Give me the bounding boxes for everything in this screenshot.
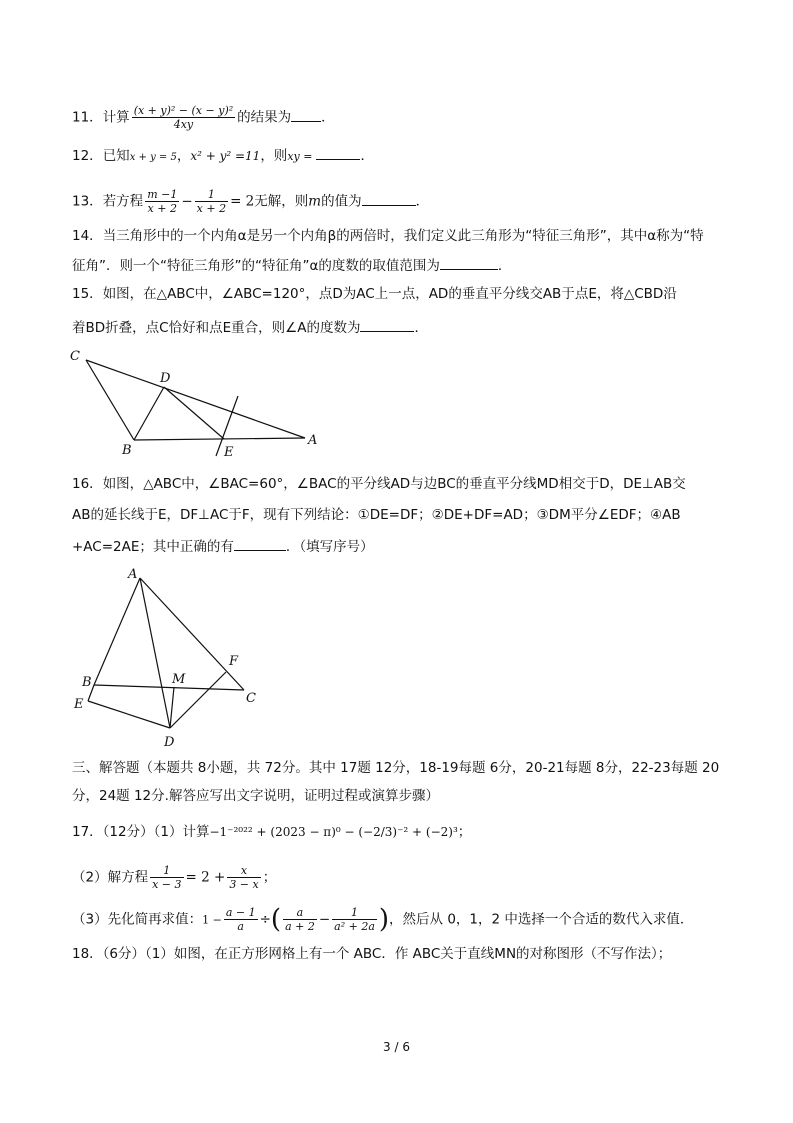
q14-text-line1: 当三角形中的一个内角α是另一个内角β的两倍时，我们定义此三角形为“特征三角形”，其中α称为“特 [102, 228, 704, 244]
q15-end: ． [414, 320, 428, 336]
section-3-header-line1 [72, 758, 719, 778]
q11-frac-num: (x + y)² − (x − y)² [133, 104, 234, 117]
q17-part2-prefix: （2）解方程 [72, 869, 149, 886]
label-c: C [246, 691, 256, 706]
q13-eq: = 2 [230, 193, 255, 210]
q13-frac2 [195, 188, 228, 215]
label-m: M [172, 672, 186, 687]
question-12 [72, 146, 374, 168]
q12-eq2: x² + y² =11 [190, 149, 261, 163]
q17-heading: 17．（12分）（1）计算 [72, 824, 210, 840]
segment-de [164, 387, 224, 439]
q11-suffix: 的结果为 [237, 109, 292, 126]
q14-answer-blank [440, 257, 498, 270]
q13-answer-blank [362, 193, 416, 206]
question-16-line1 [72, 474, 686, 494]
q13-prefix: 若方程 [102, 193, 144, 210]
segment-ad [140, 578, 170, 728]
segment-ba [134, 438, 305, 440]
q16-figure [66, 562, 276, 752]
label-d: D [164, 735, 175, 750]
q17-p3-right-paren: ) [378, 904, 390, 935]
q16-text-line1a: 如图， [102, 476, 144, 492]
q12-eq1: x + y = 5 [129, 152, 177, 163]
question-15-line1 [72, 284, 677, 304]
q16-text-line3a: +AC=2AE；其中正确的有 [72, 539, 234, 555]
segment-cb [86, 360, 134, 440]
q15-answer-blank [360, 319, 414, 332]
q11-fraction [132, 104, 235, 131]
label-b: B [122, 443, 132, 458]
question-18 [72, 944, 671, 964]
q14-text-line2: 征角”．则一个“特征三角形”的“特征角”α的度数的取值范围为 [72, 258, 440, 274]
q17-p3-f2-den: a + 2 [285, 920, 315, 933]
q11-frac-den: 4xy [173, 118, 194, 131]
q14-number: 14． [72, 228, 103, 244]
section-3-text-line1: 三、解答题（本题共 8小题，共 72分。其中 17题 12分，18-19每题 6分，20-21每题 8分，22-23每题 20 [72, 760, 720, 776]
q17-p3-divide: ÷ [259, 911, 271, 928]
q17-part3-prefix: （3）先化简再求值： [72, 911, 203, 928]
q12-end: ． [360, 148, 374, 164]
q13-suffix: 无解，则 [254, 193, 309, 210]
q12-answer-blank [316, 147, 360, 160]
q17-p3-f2-num: a [283, 906, 317, 920]
q17-p2-f1-num: 1 [150, 864, 183, 878]
q17-p2-frac1 [150, 864, 183, 891]
q17-p3-frac1 [224, 906, 258, 933]
section-3-header-line2 [72, 786, 439, 806]
q17-p2-eq: = 2 + [185, 869, 226, 886]
label-a: A [128, 567, 138, 582]
q17-p3-frac3 [332, 906, 377, 933]
question-17-part1 [72, 822, 471, 842]
label-a: A [308, 433, 318, 448]
question-16-line3 [72, 537, 374, 557]
q13-f2-num: 1 [195, 188, 228, 202]
q17-p2-end: ； [262, 869, 277, 886]
segment-bd [134, 387, 164, 440]
q17-p3-f3-num: 1 [332, 906, 377, 920]
segment-bc [94, 685, 244, 690]
segment-ac [140, 578, 244, 690]
q13-f1-num: m −1 [147, 188, 178, 201]
q12-sep: ， [176, 148, 191, 164]
q17-p3-left-paren: ( [270, 904, 282, 935]
q17-p3-minus: − [318, 911, 331, 928]
q15-figure [60, 340, 330, 465]
q16-text-line2: AB的延长线于E，DF⊥AC于F，现有下列结论：①DE=DF；②DE+DF=AD；③DM平分∠EDF；④AB [72, 507, 681, 523]
label-f: F [229, 654, 239, 669]
segment-dm [170, 687, 174, 728]
q13-f2-den: x + 2 [196, 202, 227, 215]
q13-f1-den: x + 2 [147, 202, 177, 215]
label-e: E [224, 445, 234, 460]
q16-text-line1b: △ABC中，∠BAC=60°，∠BAC的平分线AD与边BC的垂直平分线MD相交于D，DE⊥AB交 [143, 476, 686, 492]
q16-text-line3b: ．（填写序号） [285, 539, 374, 555]
section-3-text-line2: 分，24题 12分.解答应写出文字说明，证明过程或演算步骤） [72, 788, 439, 804]
question-13 [72, 188, 429, 215]
q16-number: 16． [72, 476, 103, 492]
q12-prefix: 已知 [102, 148, 130, 164]
q15-text-line1: 如图，在△ABC中，∠ABC=120°，点D为AC上一点，AD的垂直平分线交AB于点E，将△CBD沿 [102, 286, 677, 302]
q17-p3-frac2 [283, 906, 317, 933]
q17-semicolon: ； [457, 824, 472, 840]
q14-end: ． [497, 258, 512, 274]
q11-answer-blank [291, 109, 321, 122]
q17-p2-f1-den: x − 3 [152, 878, 182, 891]
question-15-line2 [72, 318, 428, 338]
label-e: E [74, 697, 84, 712]
q15-text-line2: 着BD折叠，点C恰好和点E重合，则∠A的度数为 [72, 320, 361, 336]
q13-frac1 [145, 188, 179, 215]
q17-p3-f3-den: a² + 2a [334, 920, 375, 933]
q15-number: 15． [72, 286, 103, 302]
page-number: 3 / 6 [383, 1040, 410, 1054]
q12-number: 12． [72, 148, 103, 164]
q16-answer-blank [234, 538, 286, 551]
q17-p3-f1-num: a − 1 [225, 906, 256, 919]
q17-p2-f2-den: 3 − x [229, 878, 259, 891]
question-17-part3 [72, 906, 693, 933]
q17-expression: −1⁻²⁰²² + (2023 − π)⁰ − (−2/3)⁻² + (−2)³ [209, 825, 458, 839]
q12-eq3: xy = [287, 150, 313, 163]
q17-p2-f2-num: x [227, 864, 260, 878]
q13-end: ． [415, 193, 430, 210]
q11-prefix: 计算 [102, 109, 130, 126]
q13-var: m [308, 193, 322, 210]
q12-mid: ，则 [260, 148, 288, 164]
q11-number: 11． [72, 109, 103, 126]
question-11 [72, 104, 335, 131]
q17-p3-f1-den: a [237, 920, 244, 933]
segment-de [88, 701, 170, 728]
label-d: D [160, 371, 171, 386]
segment-ca [86, 360, 305, 438]
q18-text: 18．（6分）（1）如图，在正方形网格上有一个 ABC．作 ABC关于直线MN的对称图形（不写作法）； [72, 946, 672, 962]
label-c: C [70, 349, 80, 364]
q17-p3-one-minus: 1 − [202, 913, 222, 927]
label-b: B [82, 675, 92, 690]
question-16-line2 [72, 505, 681, 525]
q13-number: 13． [72, 193, 103, 210]
q11-end: ． [321, 109, 335, 126]
q13-minus: − [181, 193, 193, 210]
q17-p2-frac2 [227, 864, 260, 891]
question-14-line1 [72, 226, 704, 246]
question-17-part2 [72, 864, 276, 891]
question-14-line2 [72, 256, 511, 276]
q13-suffix2: 的值为 [321, 193, 362, 210]
segment-ab [94, 578, 140, 685]
q17-p3-suffix: ，然后从 0，1，2 中选择一个合适的数代入求值． [389, 911, 694, 928]
